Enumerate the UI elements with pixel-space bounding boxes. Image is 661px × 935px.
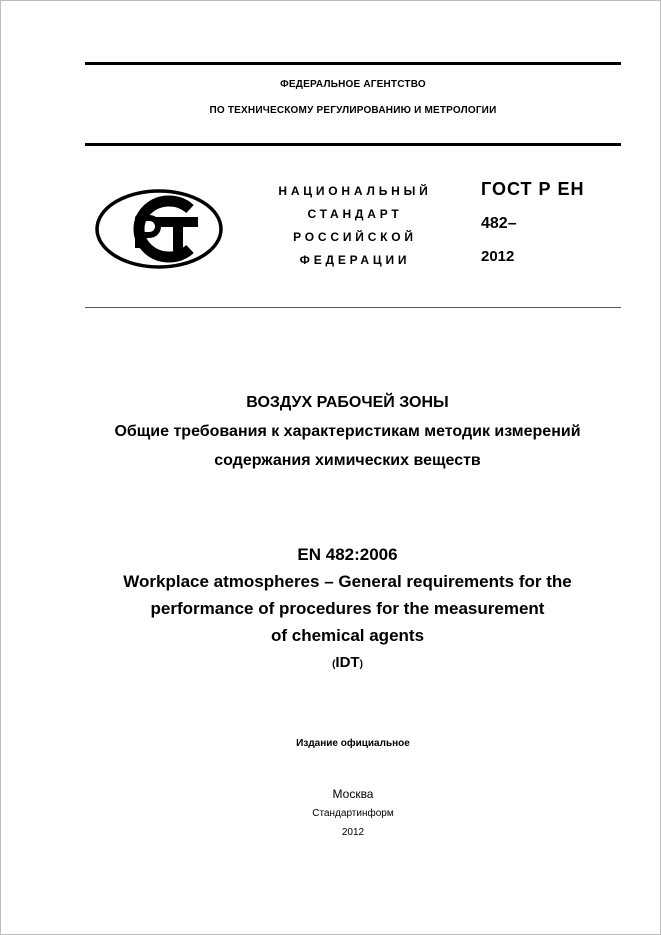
title-russian	[60, 393, 635, 480]
standard-type	[255, 183, 455, 275]
title-en-line2: performance of procedures for the measurement	[150, 599, 545, 618]
identity-degree	[60, 653, 635, 673]
standard-designation	[481, 178, 621, 266]
standard-type-line: СТАНДАРТ	[307, 207, 403, 221]
imprint	[85, 786, 621, 840]
designation-year: 2012	[481, 248, 515, 265]
title-en-line3: of chemical agents	[270, 626, 425, 645]
imprint-year: 2012	[341, 827, 365, 838]
imprint-publisher: Стандартинформ	[312, 808, 394, 819]
title-en-line1: Workplace atmospheres – General requirements for the	[123, 572, 572, 591]
imprint-city: Москва	[332, 787, 374, 801]
en-standard-code: EN 482:2006	[297, 545, 398, 564]
standard-type-line: ФЕДЕРАЦИИ	[299, 253, 411, 267]
header-bottom-rule	[85, 143, 621, 146]
standard-type-line: РОССИЙСКОЙ	[293, 230, 417, 244]
agency-name-line2: ПО ТЕХНИЧЕСКОМУ РЕГУЛИРОВАНИЮ И МЕТРОЛОГИИ	[209, 105, 497, 116]
header-top-rule	[85, 62, 621, 65]
title-ru-line2: Общие требования к характеристикам методик измерений	[114, 423, 581, 440]
title-english	[60, 545, 635, 680]
rst-certification-logo-icon	[94, 188, 224, 270]
title-ru-line1: ВОЗДУХ РАБОЧЕЙ ЗОНЫ	[246, 394, 449, 411]
agency-name-line1: ФЕДЕРАЛЬНОЕ АГЕНТСТВО	[280, 79, 426, 90]
edition-note: Издание официальное	[296, 738, 410, 749]
designation-rule	[85, 307, 621, 308]
logo-t-stem	[173, 217, 183, 251]
standard-type-line: НАЦИОНАЛЬНЫЙ	[278, 184, 432, 198]
designation-line2: 482–	[481, 215, 517, 232]
paren-open: (	[332, 659, 336, 670]
identity-code: IDT	[335, 654, 360, 671]
paren-close: )	[359, 659, 363, 670]
designation-line1: ГОСТ Р ЕН	[481, 179, 585, 199]
title-ru-line3: содержания химических веществ	[214, 452, 481, 469]
